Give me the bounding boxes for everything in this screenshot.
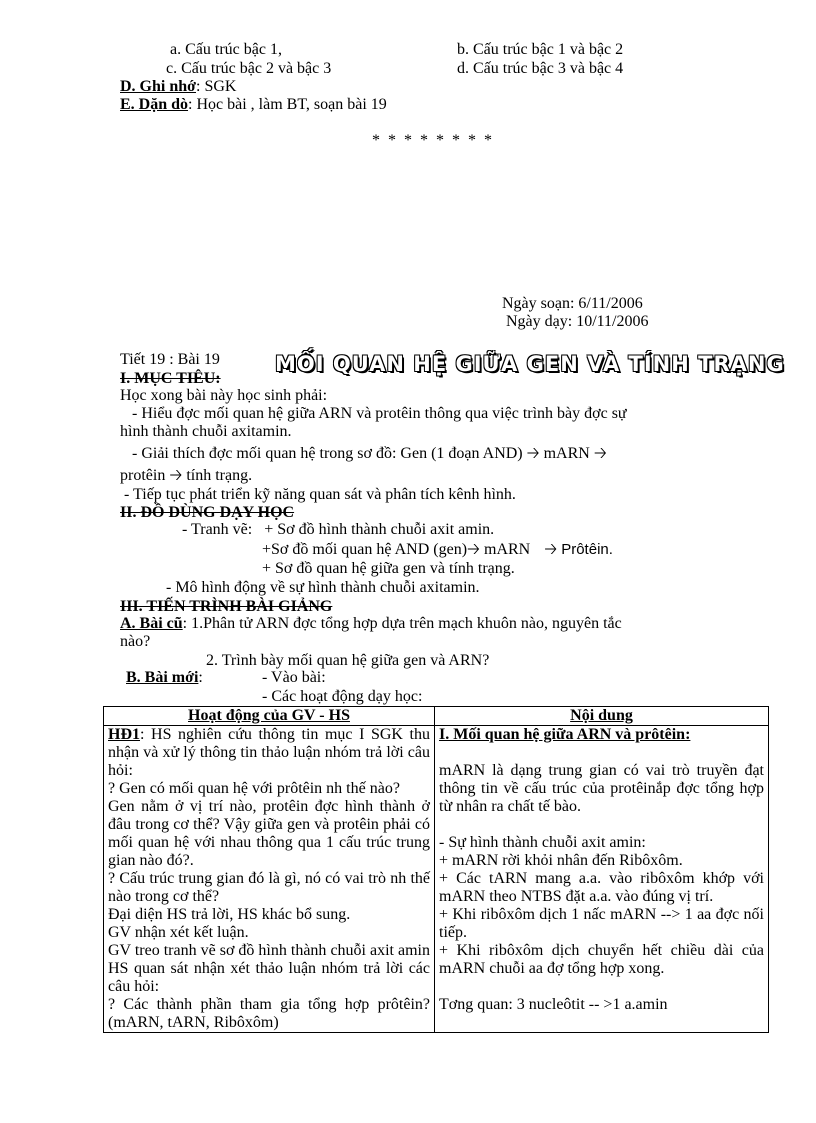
option-d: d. Cấu trúc bậc 3 và bậc 4 xyxy=(457,60,624,77)
arrow-icon: 🡢 xyxy=(593,443,607,462)
col1-header: Hoạt động của GV - HS xyxy=(104,707,435,726)
muc-tieu-intro: Học xong bài này học sinh phải: xyxy=(120,387,328,404)
muc-tieu-item3: - Tiếp tục phát triển kỹ năng quan sát và phân tích kênh hình. xyxy=(124,486,516,503)
ghi-nho-label: D. Ghi nhớ xyxy=(120,78,196,95)
date-day: Ngày dạy: 10/11/2006 xyxy=(506,313,649,330)
muc-tieu-item2-mid: mARN xyxy=(543,445,590,462)
muc-tieu-heading: I. MỤC TIÊU: xyxy=(120,370,221,387)
muc-tieu-item2c: tính trạng. xyxy=(186,467,253,484)
activity-column xyxy=(104,726,435,1033)
muc-tieu-item2b: protêin xyxy=(120,467,166,484)
dan-do-value: : Học bài , làm BT, soạn bài 19 xyxy=(188,96,387,113)
right-line: + Khi ribôxôm dịch chuyển hết chiều dài của mARN chuỗi aa đợ tổng hợp xong. xyxy=(439,942,764,977)
left-line: Gen nằm ở vị trí nào, protêin đợc hình thành ở đâu trong cơ thể? Vậy giữa gen và protêin phải có mối quan hệ với nhau thông qua 1 cấu trúc trung gian nào đó?. xyxy=(108,798,430,869)
lesson-title: MỐI QUAN HỆ GIỮA GEN VÀ TÍNH TRẠNG xyxy=(275,352,785,376)
hoat-dong-day-hoc: - Các hoạt động dạy học: xyxy=(262,688,423,705)
right-line: mARN là dạng trung gian có vai trò truyền đạt thông tin về cấu trúc của protêinắp đợc tổng hợp từ nhân ra chất tế bào. xyxy=(439,762,764,815)
content-heading: I. Mối quan hệ giữa ARN và prôtêin: xyxy=(439,726,691,743)
left-line: : HS nghiên cứu thông tin mục I SGK thu nhận và xử lý thông tin thảo luận nhóm trả lời câu hỏi: xyxy=(108,726,430,779)
ghi-nho-line xyxy=(120,78,236,96)
muc-tieu-item2a-line xyxy=(132,444,607,463)
left-line: ? Gen có mối quan hệ với prôtêin nh thế nào? xyxy=(108,780,400,797)
so-do-3: + Sơ đồ quan hệ giữa gen và tính trạng. xyxy=(262,560,515,577)
mo-hinh: - Mô hình động về sự hình thành chuỗi axitamin. xyxy=(166,579,480,596)
tranh-ve-line xyxy=(182,521,494,539)
bai-cu-q1b: nào? xyxy=(120,633,151,650)
arrow-icon: 🡢 xyxy=(526,443,540,462)
arrow-icon: 🡢 xyxy=(467,539,480,558)
muc-tieu-item2b-line xyxy=(120,466,252,485)
table-header-row xyxy=(104,707,769,726)
so-do-2a: +Sơ đồ mối quan hệ AND (gen) xyxy=(262,541,468,558)
so-do-1: + Sơ đồ hình thành chuỗi axit amin. xyxy=(264,521,495,538)
dan-do-line xyxy=(120,96,387,114)
so-do-2c: Prôtêin. xyxy=(561,541,613,558)
dan-do-label: E. Dặn dò xyxy=(120,96,189,113)
left-line: ? Các thành phần tham gia tổng hợp prôtêin? (mARN, tARN, Ribôxôm) xyxy=(108,996,430,1031)
muc-tieu-item1b: hình thành chuỗi axitamin. xyxy=(120,423,292,440)
ghi-nho-value: : SGK xyxy=(196,78,237,95)
table-row xyxy=(104,726,769,1033)
tranh-ve-label: - Tranh vẽ: xyxy=(182,521,253,538)
right-line: + mARN rời khỏi nhân đến Ribôxôm. xyxy=(439,852,683,869)
bai-moi-line: B. Bài mới: xyxy=(126,669,203,686)
muc-tieu-item2a: - Giải thích đợc mối quan hệ trong sơ đồ: Gen (1 đoạn AND) xyxy=(132,445,523,462)
tien-trinh-heading: III. TIẾN TRÌNH BÀI GIẢNG xyxy=(120,598,333,615)
option-c: c. Cấu trúc bậc 2 và bậc 3 xyxy=(166,60,332,77)
option-a: a. Cấu trúc bậc 1, xyxy=(170,41,282,58)
date-soan: Ngày soạn: 6/11/2006 xyxy=(502,295,643,312)
col2-header: Nội dung xyxy=(435,707,769,726)
left-line: GV treo tranh vẽ sơ đồ hình thành chuỗi axit amin HS quan sát nhận xét thảo luận nhóm trả lời các câu hỏi: xyxy=(108,942,430,995)
bai-cu-label: A. Bài cũ xyxy=(120,615,183,632)
bai-moi-label: B. Bài mới xyxy=(126,669,199,686)
vao-bai: - Vào bài: xyxy=(262,669,326,686)
right-line: Tơng quan: 3 nucleôtit -- >1 a.amin xyxy=(439,996,668,1013)
bai-cu-line xyxy=(120,615,622,633)
so-do-2b: mARN xyxy=(484,541,531,558)
left-line: ? Cấu trúc trung gian đó là gì, nó có vai trò nh thế nào trong cơ thể? xyxy=(108,870,430,905)
hd1-label: HĐ1 xyxy=(108,726,140,743)
lesson-number: Tiết 19 : Bài 19 xyxy=(120,351,220,368)
right-line: + Các tARN mang a.a. vào ribôxôm khớp với mARN theo NTBS đặt a.a. vào đúng vị trí. xyxy=(439,870,764,905)
arrow-icon: 🡢 xyxy=(169,465,183,484)
lesson-table xyxy=(103,706,769,1033)
bai-cu-q1a: : 1.Phân tử ARN đợc tổng hợp dựa trên mạch khuôn nào, nguyên tắc xyxy=(182,615,622,632)
bai-cu-q2: 2. Trình bày mối quan hệ giữa gen và ARN? xyxy=(206,652,490,669)
separator: * * * * * * * * xyxy=(372,132,494,149)
muc-tieu-item1a: - Hiểu đợc mối quan hệ giữa ARN và protêin thông qua việc trình bày đợc sự xyxy=(132,405,627,422)
option-b: b. Cấu trúc bậc 1 và bậc 2 xyxy=(457,41,624,58)
left-line: GV nhận xét kết luận. xyxy=(108,924,249,941)
left-line: Đại diện HS trả lời, HS khác bổ sung. xyxy=(108,906,351,923)
right-line: - Sự hình thành chuỗi axit amin: xyxy=(439,834,646,851)
content-column xyxy=(435,726,769,1033)
do-dung-heading: II. ĐỒ DÙNG DẠY HỌC xyxy=(120,504,295,521)
right-line: + Khi ribôxôm dịch 1 nấc mARN --> 1 aa đợc nối tiếp. xyxy=(439,906,764,941)
so-do-2-line xyxy=(262,540,613,559)
arrow-icon: 🡢 xyxy=(544,539,558,558)
